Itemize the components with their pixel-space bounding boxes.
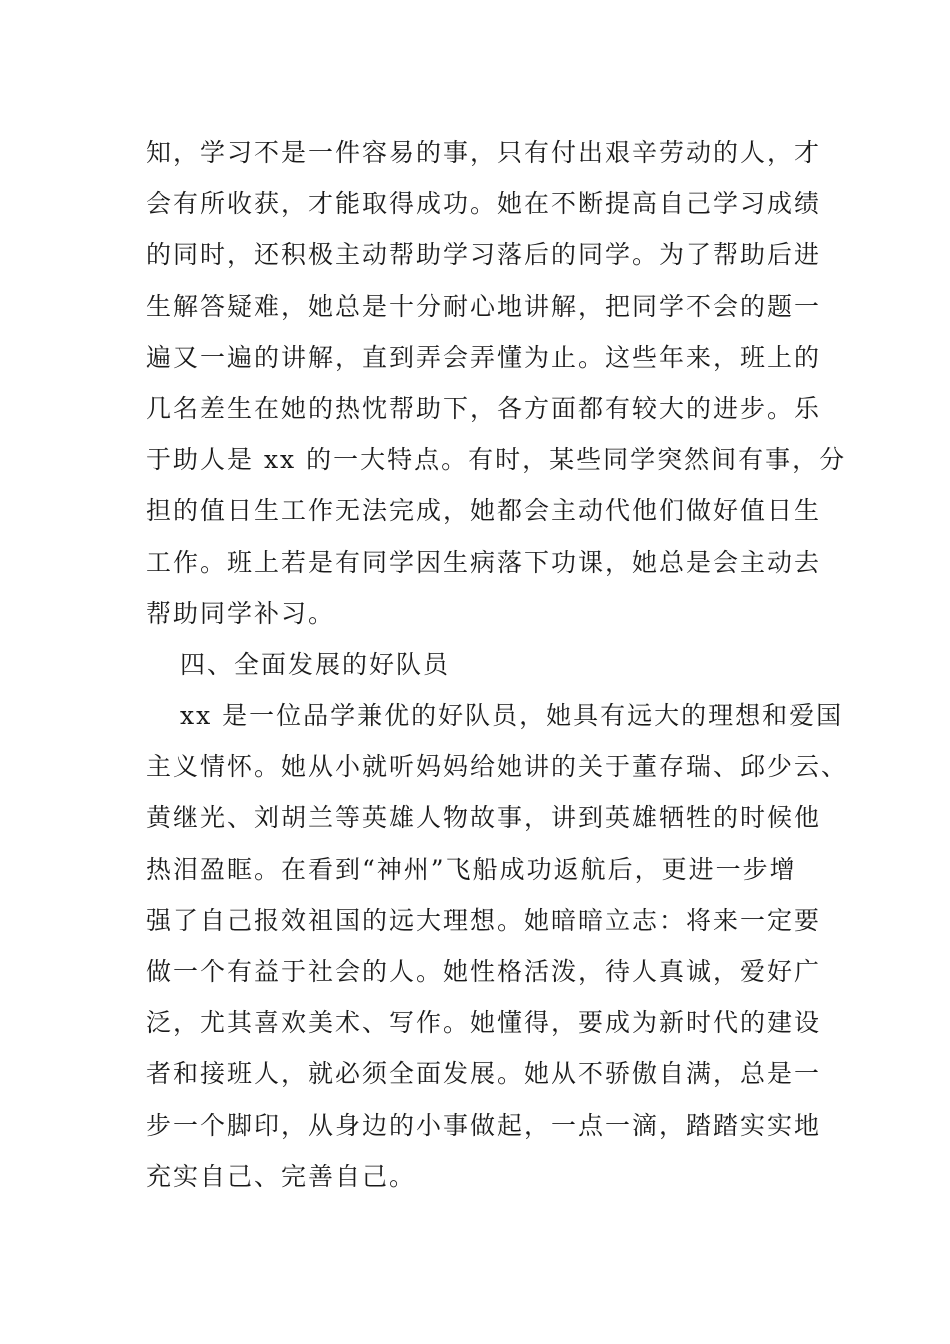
document-body: [146, 127, 849, 1202]
paragraph-line: 几名差生在她的热忱帮助下，各方面都有较大的进步。乐: [146, 393, 822, 423]
paragraph-line: 帮助同学补习。: [146, 598, 336, 628]
paragraph-line: 的同时，还积极主动帮助学习落后的同学。为了帮助后进: [146, 240, 822, 270]
section-heading: 四、全面发展的好队员: [180, 649, 451, 679]
section-heading-block: [146, 639, 806, 690]
paragraph-line: 充实自己、完善自己。: [146, 1161, 417, 1191]
paragraph-line: 遍又一遍的讲解，直到弄会弄懂为止。这些年来，班上的: [146, 342, 822, 372]
paragraph-line: 知，学习不是一件容易的事，只有付出艰辛劳动的人，才: [146, 138, 822, 167]
paragraph-2: [146, 690, 849, 1202]
paragraph-line: 强了自己报效祖国的远大理想。她暗暗立志：将来一定要: [146, 905, 822, 935]
paragraph-line: 者和接班人，就必须全面发展。她从不骄傲自满，总是一: [146, 1059, 822, 1089]
paragraph-line: 泛，尤其喜欢美术、写作。她懂得，要成为新时代的建设: [146, 1008, 822, 1038]
paragraph-1: [146, 127, 847, 639]
paragraph-line: 于助人是 xx 的一大特点。有时，某些同学突然间有事，分: [146, 445, 847, 475]
paragraph-line: xx 是一位品学兼优的好队员，她具有远大的理想和爱国: [180, 701, 844, 731]
paragraph-line: 生解答疑难，她总是十分耐心地讲解，把同学不会的题一: [146, 291, 822, 321]
paragraph-line: 担的值日生工作无法完成，她都会主动代他们做好值日生: [146, 496, 822, 526]
paragraph-line: 主义情怀。她从小就听妈妈给她讲的关于董存瑞、邱少云、: [146, 752, 849, 782]
paragraph-line: 做一个有益于社会的人。她性格活泼，待人真诚，爱好广: [146, 957, 822, 986]
paragraph-line: 热泪盈眶。在看到“神州”飞船成功返航后，更进一步增: [146, 854, 797, 884]
paragraph-line: 工作。班上若是有同学因生病落下功课，她总是会主动去: [146, 547, 822, 577]
paragraph-line: 步一个脚印，从身边的小事做起，一点一滴，踏踏实实地: [146, 1110, 822, 1140]
paragraph-line: 会有所收获，才能取得成功。她在不断提高自己学习成绩: [146, 189, 822, 219]
paragraph-line: 黄继光、刘胡兰等英雄人物故事，讲到英雄牺牲的时候他: [146, 803, 822, 833]
